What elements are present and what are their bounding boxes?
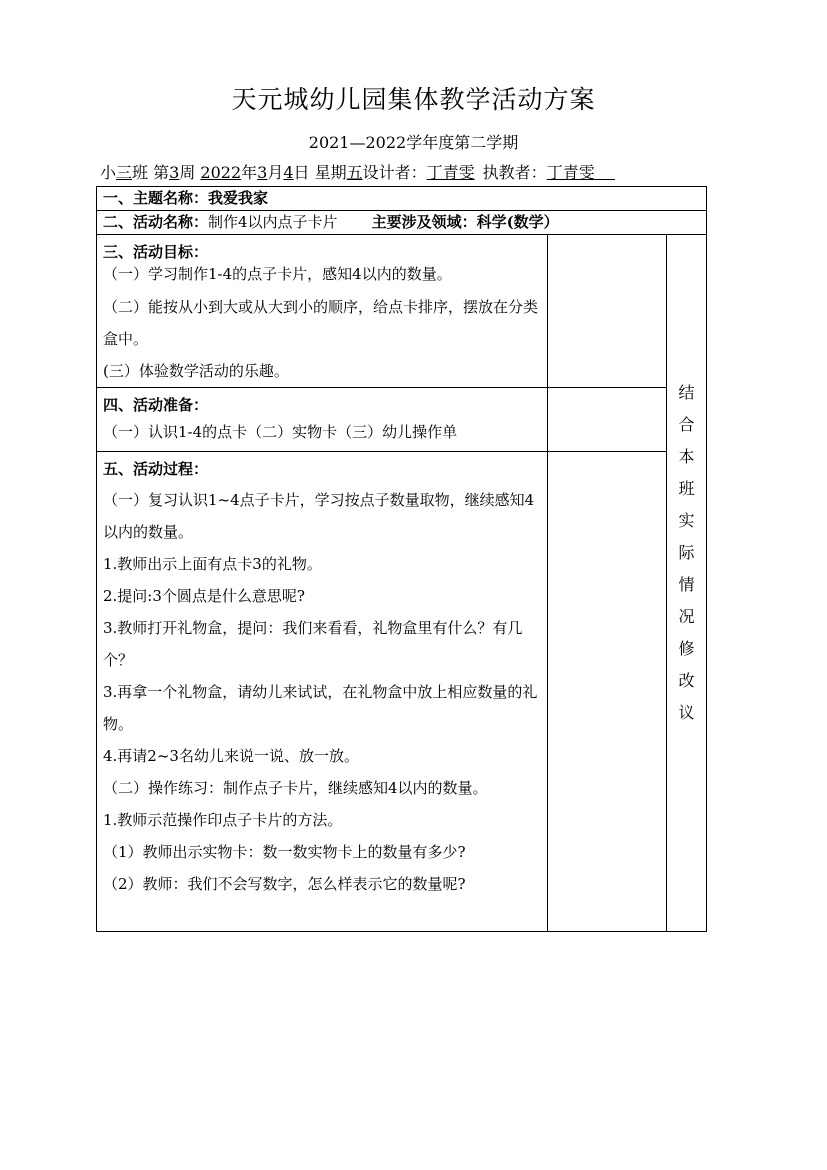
process-notes-cell [548, 452, 667, 932]
process-heading: 五、活动过程： [103, 460, 209, 478]
designer-name: 丁青雯 [426, 163, 475, 182]
process-line: 3.再拿一个礼物盒，请幼儿来试试，在礼物盒中放上相应数量的礼物。 [103, 683, 538, 733]
prep-text: （一）认识1-4的点卡（二）实物卡（三）幼儿操作单 [103, 423, 458, 441]
prep-row [97, 388, 707, 452]
side-note-char: 议 [678, 703, 695, 722]
side-note-char: 实 [678, 511, 695, 530]
activity-row [97, 211, 707, 235]
side-note-cell [667, 235, 707, 932]
domain-label: 主要涉及领域：科学(数学） [371, 213, 559, 231]
goals-notes-cell [548, 235, 667, 388]
class-info-line [100, 160, 750, 183]
class-number: 三 [116, 163, 133, 182]
process-line: 1.教师出示上面有点卡3的礼物。 [103, 555, 322, 573]
week-number: 3 [169, 163, 180, 182]
goal-item: (三）体验数学活动的乐趣。 [103, 362, 289, 380]
prep-cell [97, 388, 548, 452]
process-line: 2.提问:3个圆点是什么意思呢? [103, 587, 305, 605]
side-note-char: 本 [678, 447, 695, 466]
year-suffix: 年 [241, 163, 258, 182]
year: 2022 [200, 163, 242, 182]
process-row [97, 452, 707, 932]
goals-row [97, 235, 707, 388]
teacher-name: 丁青雯 [546, 163, 595, 182]
month-suffix: 月 [267, 163, 284, 182]
side-note [667, 235, 706, 729]
day-suffix: 日 星期 [293, 163, 347, 182]
side-note-char: 修 [678, 639, 695, 658]
activity-name: 制作4以内点子卡片 [208, 213, 338, 231]
prep-heading: 四、活动准备： [103, 396, 209, 414]
prep-notes-cell [548, 388, 667, 452]
side-note-char: 班 [678, 479, 695, 498]
class-prefix: 小 [100, 163, 117, 182]
weekday: 五 [346, 163, 363, 182]
day: 4 [283, 163, 294, 182]
class-suffix: 班 第 [132, 163, 170, 182]
process-line: 4.再请2~3名幼儿来说一说、放一放。 [103, 747, 359, 765]
week-suffix: 周 [179, 163, 201, 182]
side-note-char: 情 [678, 575, 695, 594]
side-note-char: 结 [678, 383, 695, 402]
side-note-char: 况 [678, 607, 695, 626]
process-line: 3.教师打开礼物盒，提问：我们来看看，礼物盒里有什么？有几个？ [103, 619, 523, 669]
side-note-char: 改 [678, 671, 695, 690]
semester-subtitle: 2021—2022学年度第二学期 [308, 133, 519, 152]
side-note-char: 合 [678, 415, 695, 434]
goals-heading: 三、活动目标： [103, 243, 209, 261]
designer-label: 设计者： [362, 163, 427, 182]
activity-cell [97, 211, 707, 235]
teacher-label: 执教者： [482, 163, 547, 182]
process-line: （一）复习认识1~4点子卡片，学习按点子数量取物，继续感知4以内的数量。 [103, 491, 535, 541]
goal-item: （二）能按从小到大或从大到小的顺序，给点卡排序，摆放在分类盒中。 [103, 298, 539, 348]
process-line: 1.教师示范操作印点子卡片的方法。 [103, 811, 343, 829]
process-line: （2）教师：我们不会写数字，怎么样表示它的数量呢? [103, 875, 466, 893]
activity-label: 二、活动名称： [103, 213, 209, 231]
process-line: （二）操作练习：制作点子卡片，继续感知4以内的数量。 [103, 779, 488, 797]
goal-item: （一）学习制作1-4的点子卡片，感知4以内的数量。 [103, 265, 452, 283]
goals-cell [97, 235, 548, 388]
month: 3 [257, 163, 268, 182]
process-cell [97, 452, 548, 932]
side-note-char: 际 [678, 543, 695, 562]
lesson-plan-table [96, 186, 707, 932]
theme-row [97, 187, 707, 211]
process-line: （1）教师出示实物卡：数一数实物卡上的数量有多少? [103, 843, 466, 861]
document-title: 天元城幼儿园集体教学活动方案 [231, 85, 596, 114]
theme-cell: 一、主题名称：我爱我家 [97, 187, 707, 211]
